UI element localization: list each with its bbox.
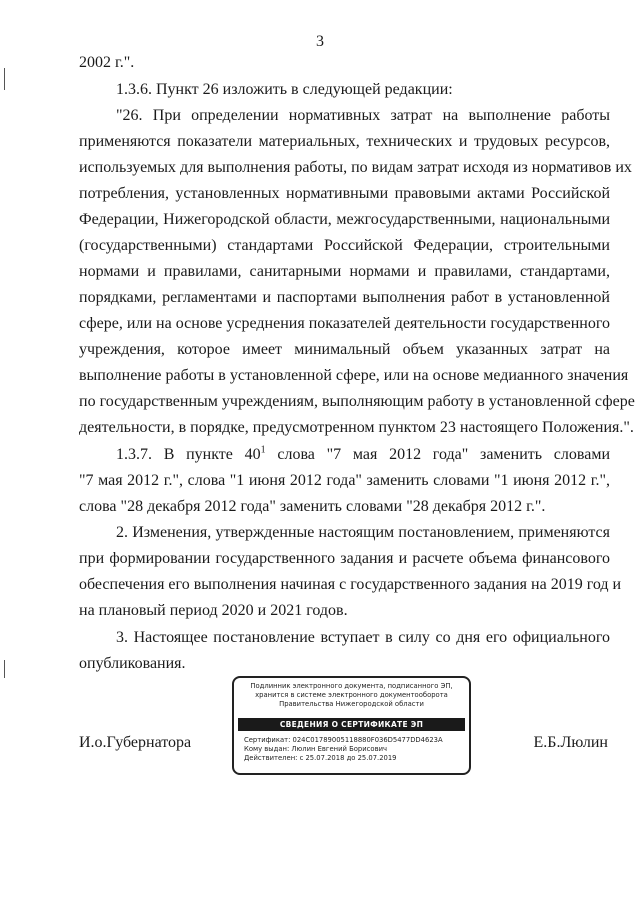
text-line: 1.3.6. Пункт 26 изложить в следующей редакции:: [116, 81, 453, 98]
stamp-validity: Действителен: с 25.07.2018 до 25.07.2019: [244, 754, 397, 762]
stamp-header-line: Правительства Нижегородской области: [279, 700, 424, 708]
text-line: 2. Изменения, утвержденные настоящим постановлением, применяются: [116, 524, 610, 541]
stamp-title-bar: СВЕДЕНИЯ О СЕРТИФИКАТЕ ЭП: [238, 718, 465, 731]
text-line: при формировании государственного задания и расчете объема финансового: [79, 550, 610, 567]
text-line: нормами и правилами, санитарными нормами и правилами, стандартами,: [79, 263, 610, 280]
text-line: 2002 г.".: [79, 54, 135, 71]
stamp-header-line: хранится в системе электронного документооборота: [255, 691, 448, 699]
text-line: учреждения, которое имеет минимальный объем указанных затрат на: [79, 341, 610, 358]
text-segment: слова "7 мая 2012 года" заменить словами: [265, 446, 611, 463]
text-line: "26. При определении нормативных затрат на выполнение работы: [116, 107, 610, 124]
text-line: обеспечения его выполнения начиная с государственного задания на 2019 год и: [79, 576, 622, 593]
stamp-certificate: Сертификат: 024C01789005118880F036D5477DD4623A: [244, 736, 443, 744]
text-line: используемых для выполнения работы, по видам затрат исходя из нормативов их: [79, 159, 632, 176]
text-line: деятельности, в порядке, предусмотренном пунктом 23 настоящего Положения.".: [79, 419, 634, 436]
stamp-header: [242, 682, 461, 709]
text-line: сфере, или на основе усреднения показателей деятельности государственного: [79, 315, 610, 332]
signatory-title: И.о.Губернатора: [79, 734, 192, 751]
stamp-certificate-info: [244, 736, 463, 763]
e-signature-stamp: [232, 676, 471, 775]
text-line: [116, 445, 610, 465]
text-line: по государственным учреждениям, выполняющим работу в установленной сфере: [79, 393, 635, 410]
page-number: 3: [316, 33, 324, 50]
stamp-header-line: Подлинник электронного документа, подписанного ЭП,: [250, 682, 453, 690]
text-segment: 1.3.7. В пункте 40: [116, 446, 261, 463]
margin-mark: [4, 660, 5, 678]
text-line: применяются показатели материальных, технических и трудовых ресурсов,: [79, 133, 610, 150]
text-line: "7 мая 2012 г.", слова "1 июня 2012 года" заменить словами "1 июня 2012 г.",: [79, 472, 610, 489]
superscript: 1: [260, 444, 266, 456]
text-line: Федерации, Нижегородской области, межгосударственными, национальными: [79, 211, 610, 228]
text-line: порядками, регламентами и паспортами выполнения работ в установленной: [79, 289, 610, 306]
margin-mark: [4, 68, 5, 90]
text-line: (государственными) стандартами Российской Федерации, строительными: [79, 237, 610, 254]
stamp-issued-to: Кому выдан: Люлин Евгений Борисович: [244, 745, 388, 753]
text-line: потребления, установленных нормативными правовыми актами Российской: [79, 185, 610, 202]
text-line: опубликования.: [79, 655, 186, 672]
text-line: 3. Настоящее постановление вступает в силу со дня его официального: [116, 629, 610, 646]
text-line: на плановый период 2020 и 2021 годов.: [79, 602, 348, 619]
text-line: выполнение работы в установленной сфере, или на основе медианного значения: [79, 367, 629, 384]
signatory-name: Е.Б.Люлин: [533, 734, 608, 751]
text-line: слова "28 декабря 2012 года" заменить словами "28 декабря 2012 г.".: [79, 498, 546, 515]
